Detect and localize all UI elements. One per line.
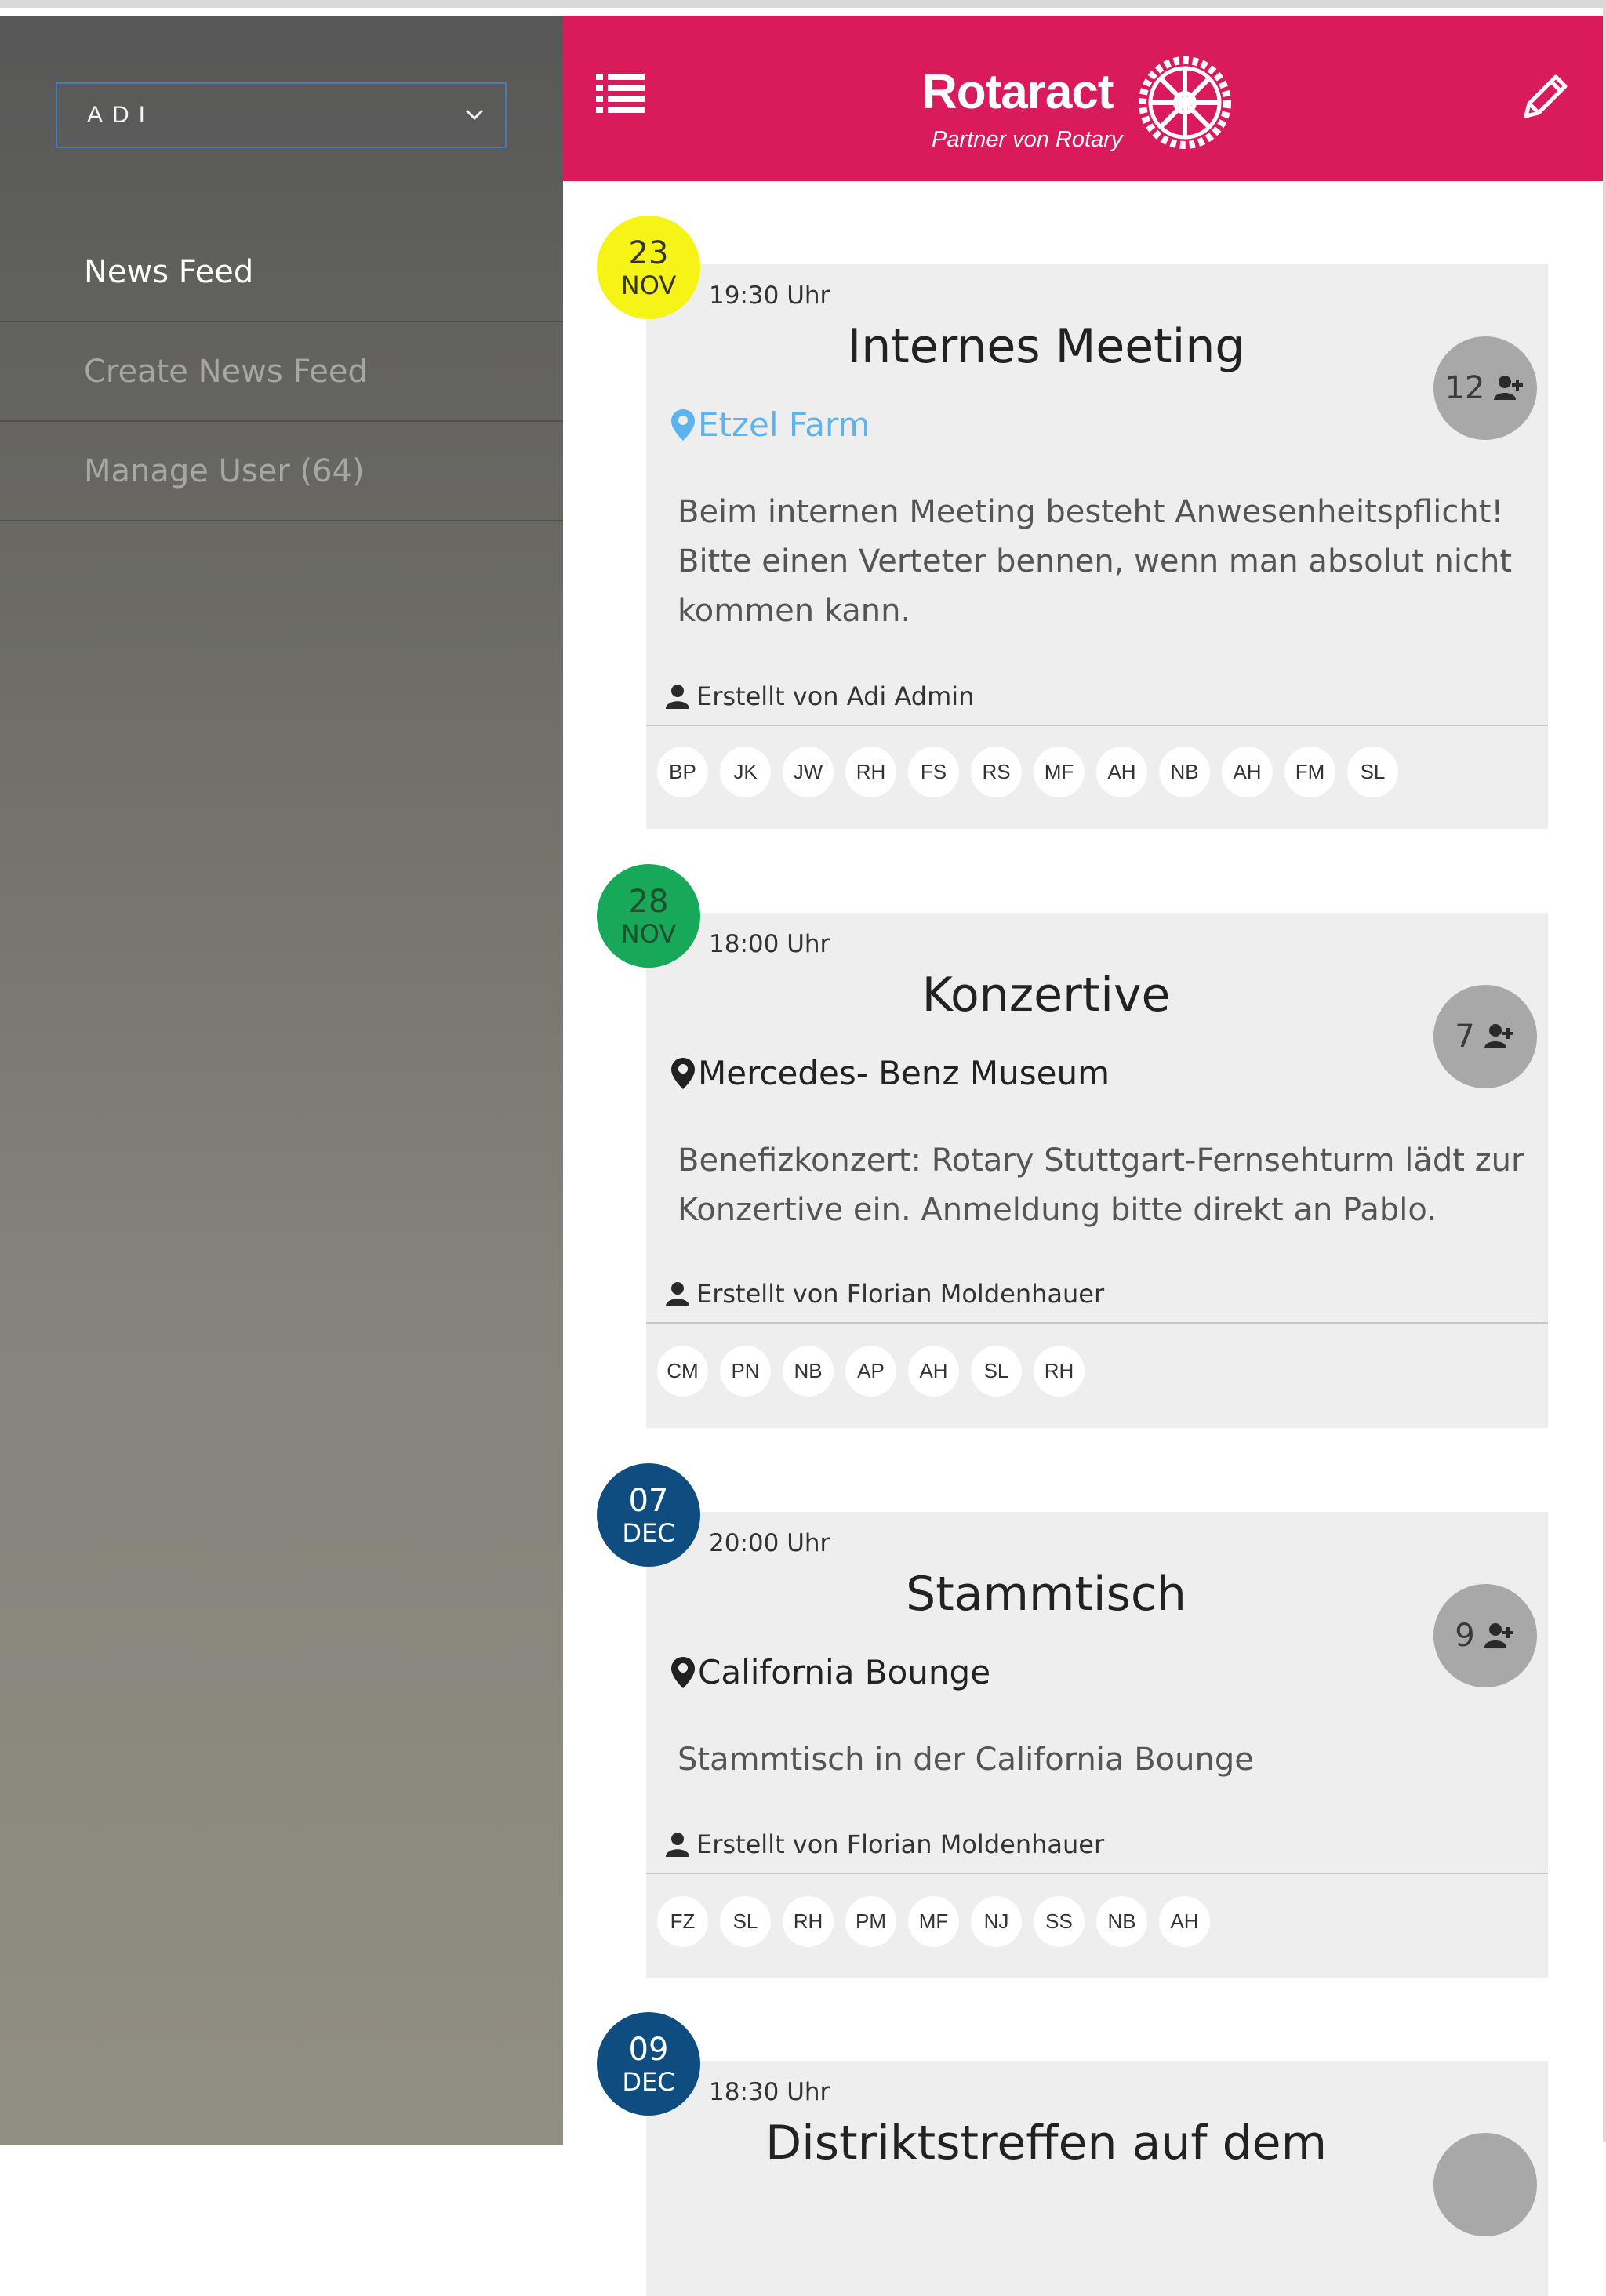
event-time: 18:30 Uhr: [709, 2078, 830, 2106]
sidebar: [0, 16, 563, 2145]
event-location[interactable]: [670, 1653, 990, 1691]
attendee-chip[interactable]: CM: [657, 1346, 708, 1397]
event-location[interactable]: [670, 1054, 1110, 1092]
event-time: 20:00 Uhr: [709, 1529, 830, 1557]
event-title: Stammtisch: [906, 1567, 1186, 1622]
sidebar-item-label: Create News Feed: [84, 353, 368, 390]
date-badge: [597, 1463, 700, 1567]
user-select[interactable]: [56, 82, 507, 148]
attendee-chip[interactable]: SS: [1034, 1896, 1085, 1947]
event-card[interactable]: [646, 264, 1548, 829]
event-time: 19:30 Uhr: [709, 282, 830, 310]
event-author: [665, 1279, 1104, 1309]
map-pin-icon: [670, 408, 696, 442]
attendee-chip[interactable]: NJ: [971, 1896, 1022, 1947]
event-card[interactable]: [646, 1512, 1548, 1978]
attendee-chip[interactable]: RH: [783, 1896, 834, 1947]
user-icon: [665, 684, 690, 709]
participant-count-button[interactable]: [1433, 2133, 1537, 2236]
attendee-chip[interactable]: FS: [908, 747, 959, 797]
attendee-chip[interactable]: AH: [1159, 1896, 1210, 1947]
event-author-label: Erstellt von Florian Moldenhauer: [696, 1279, 1105, 1309]
event-description: Benefizkonzert: Rotary Stuttgart-Fernsehturm lädt zur Konzertive ein. Anmeldung bitte direkt an Pablo.: [678, 1143, 1524, 1228]
participant-count-button[interactable]: [1433, 336, 1537, 440]
event-location-label: Etzel Farm: [698, 405, 870, 444]
event-description: Beim internen Meeting besteht Anwesenheitspflicht! Bitte einen Verteter bennen, wenn man absolut nicht kommen kann.: [678, 494, 1513, 629]
attendee-chip[interactable]: AH: [908, 1346, 959, 1397]
event-card[interactable]: [646, 913, 1548, 1428]
attendee-chip[interactable]: MF: [1034, 747, 1085, 797]
attendee-chip[interactable]: NB: [783, 1346, 834, 1397]
attendee-chip[interactable]: SL: [1347, 747, 1398, 797]
user-icon: [665, 1281, 690, 1306]
sidebar-item-create-news-feed[interactable]: [0, 322, 563, 422]
attendee-chip[interactable]: MF: [908, 1896, 959, 1947]
attendee-list: [657, 1896, 1210, 1947]
date-month: DEC: [622, 1517, 675, 1548]
rotary-wheel-logo: [1134, 52, 1236, 154]
event-author-label: Erstellt von Adi Admin: [696, 681, 975, 711]
card-divider: [646, 1322, 1548, 1324]
attendee-chip[interactable]: NB: [1096, 1896, 1147, 1947]
news-feed-list: [563, 181, 1603, 2171]
add-user-icon: [1484, 1023, 1516, 1050]
map-pin-icon: [670, 1655, 696, 1690]
chevron-down-icon: [464, 104, 485, 125]
event-description: Stammtisch in der California Bounge: [678, 1742, 1254, 1778]
attendee-chip[interactable]: BP: [657, 747, 708, 797]
attendee-chip[interactable]: FM: [1284, 747, 1335, 797]
participant-count: 9: [1455, 1618, 1475, 1654]
sidebar-item-label: Manage User (64): [84, 452, 365, 489]
date-day: 09: [628, 2031, 669, 2068]
event-location-label: Mercedes- Benz Museum: [698, 1054, 1110, 1092]
date-day: 28: [628, 883, 669, 920]
attendee-chip[interactable]: JK: [720, 747, 771, 797]
event-title: Internes Meeting: [847, 319, 1245, 374]
event-author: [665, 681, 974, 711]
attendee-list: [657, 747, 1398, 797]
date-day: 23: [628, 234, 669, 271]
logo-tagline: Partner von Rotary: [932, 127, 1123, 152]
attendee-chip[interactable]: PN: [720, 1346, 771, 1397]
participant-count-button[interactable]: [1433, 1584, 1537, 1687]
participant-count-button[interactable]: [1433, 985, 1537, 1088]
list-icon[interactable]: [596, 72, 645, 116]
attendee-chip[interactable]: RH: [845, 747, 896, 797]
user-select-value: ADI: [87, 102, 155, 128]
date-badge: [597, 864, 700, 968]
attendee-chip[interactable]: PM: [845, 1896, 896, 1947]
map-pin-icon: [670, 1056, 696, 1091]
date-month: NOV: [620, 270, 677, 300]
date-badge: [597, 2012, 700, 2116]
attendee-chip[interactable]: RH: [1034, 1346, 1085, 1397]
event-time: 18:00 Uhr: [709, 930, 830, 958]
attendee-chip[interactable]: AH: [1222, 747, 1273, 797]
card-divider: [646, 1873, 1548, 1874]
participant-count: 12: [1444, 370, 1485, 406]
event-title: Distriktstreffen auf dem: [765, 2116, 1328, 2171]
rotaract-logo: [922, 44, 1244, 162]
event-location[interactable]: [670, 405, 870, 444]
attendee-chip[interactable]: SL: [971, 1346, 1022, 1397]
date-month: DEC: [622, 2066, 675, 2097]
date-badge: [597, 216, 700, 319]
attendee-chip[interactable]: FZ: [657, 1896, 708, 1947]
add-user-icon: [1484, 1622, 1516, 1649]
event-title: Konzertive: [921, 968, 1171, 1023]
attendee-chip[interactable]: JW: [783, 747, 834, 797]
event-card[interactable]: [646, 2061, 1548, 2296]
add-user-icon: [1494, 375, 1525, 401]
event-author-label: Erstellt von Florian Moldenhauer: [696, 1829, 1105, 1859]
logo-name: Rotaract: [922, 65, 1114, 119]
attendee-chip[interactable]: AP: [845, 1346, 896, 1397]
date-month: NOV: [620, 918, 677, 949]
attendee-list: [657, 1346, 1085, 1397]
event-location-label: California Bounge: [698, 1653, 991, 1691]
event-author: [665, 1829, 1104, 1859]
date-day: 07: [628, 1482, 669, 1519]
sidebar-item-label: News Feed: [84, 253, 254, 290]
app-header: [563, 16, 1603, 181]
attendee-chip[interactable]: NB: [1159, 747, 1210, 797]
attendee-chip[interactable]: AH: [1096, 747, 1147, 797]
attendee-chip[interactable]: SL: [720, 1896, 771, 1947]
sidebar-item-news-feed[interactable]: [0, 223, 563, 322]
card-divider: [646, 725, 1548, 726]
attendee-chip[interactable]: RS: [971, 747, 1022, 797]
sidebar-item-manage-user[interactable]: [0, 422, 563, 521]
user-icon: [665, 1832, 690, 1857]
participant-count: 7: [1455, 1019, 1475, 1055]
pencil-icon[interactable]: [1520, 71, 1571, 122]
